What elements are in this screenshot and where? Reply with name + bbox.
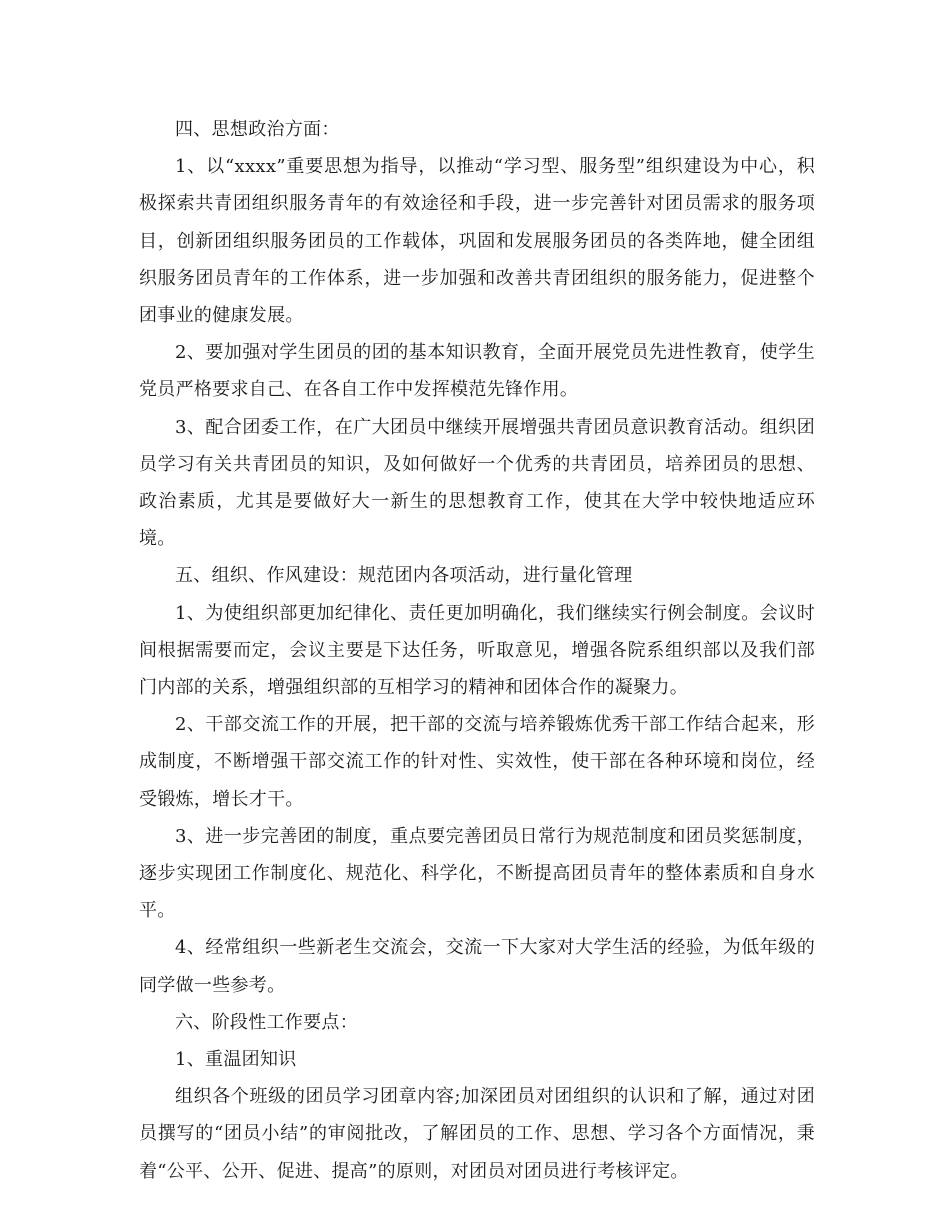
paragraph-organization-1: 1、为使组织部更加纪律化、责任更加明确化，我们继续实行例会制度。会议时间根据需要而定，会议主要是下达任务，听取意见，增强各院系组织部以及我们部门内部的关系，增强组织部的互相学习的精神和团体合作的凝聚力。: [139, 602, 815, 699]
paragraph-organization-2: 2、干部交流工作的开展，把干部的交流与培养锻炼优秀干部工作结合起来，形成制度，不断增强干部交流工作的针对性、实效性，使干部在各种环境和岗位，经受锻炼，增长才干。: [139, 714, 815, 810]
paragraph-organization-4: 4、经常组织一些新老生交流会，交流一下大家对大学生活的经验，为低年级的同学做一些参考。: [139, 937, 815, 996]
paragraph-organization-3: 3、进一步完善团的制度，重点要完善团员日常行为规范制度和团员奖惩制度，逐步实现团工作制度化、规范化、科学化，不断提高团员青年的整体素质和自身水平。: [139, 825, 815, 922]
paragraph-review-knowledge: 组织各个班级的团员学习团章内容;加深团员对团组织的认识和了解，通过对团员撰写的“团员小结”的审阅批改，了解团员的工作、思想、学习各个方面情况，秉着“公平、公开、促进、提高”的原则，对团员对团员进行考核评定。: [139, 1086, 815, 1182]
section-heading-ideology: 四、思想政治方面：: [175, 119, 340, 140]
subheading-review-knowledge: 1、重温团知识: [175, 1049, 297, 1071]
document-body: [139, 111, 815, 1190]
paragraph-ideology-2: 2、要加强对学生团员的团的基本知识教育，全面开展党员先进性教育，使学生党员严格要求自己、在各自工作中发挥模范先锋作用。: [139, 342, 815, 401]
section-heading-organization: 五、组织、作风建设：规范团内各项活动，进行量化管理: [175, 565, 633, 587]
section-heading-stage-points: 六、阶段性工作要点：: [175, 1011, 358, 1033]
paragraph-ideology-3: 3、配合团委工作，在广大团员中继续开展增强共青团员意识教育活动。组织团员学习有关共青团员的知识，及如何做好一个优秀的共青团员，培养团员的思想、政治素质，尤其是要做好大一新生的思想教育工作，使其在大学中较快地适应环境。: [139, 416, 815, 550]
paragraph-ideology-1: 1、以“xxxx”重要思想为指导，以推动“学习型、服务型”组织建设为中心，积极探索共青团组织服务青年的有效途径和手段，进一步完善针对团员需求的服务项目，创新团组织服务团员的工作载体，巩固和发展服务团员的各类阵地，健全团组织服务团员青年的工作体系，进一步加强和改善共青团组织的服务能力，促进整个团事业的健康发展。: [139, 156, 815, 327]
